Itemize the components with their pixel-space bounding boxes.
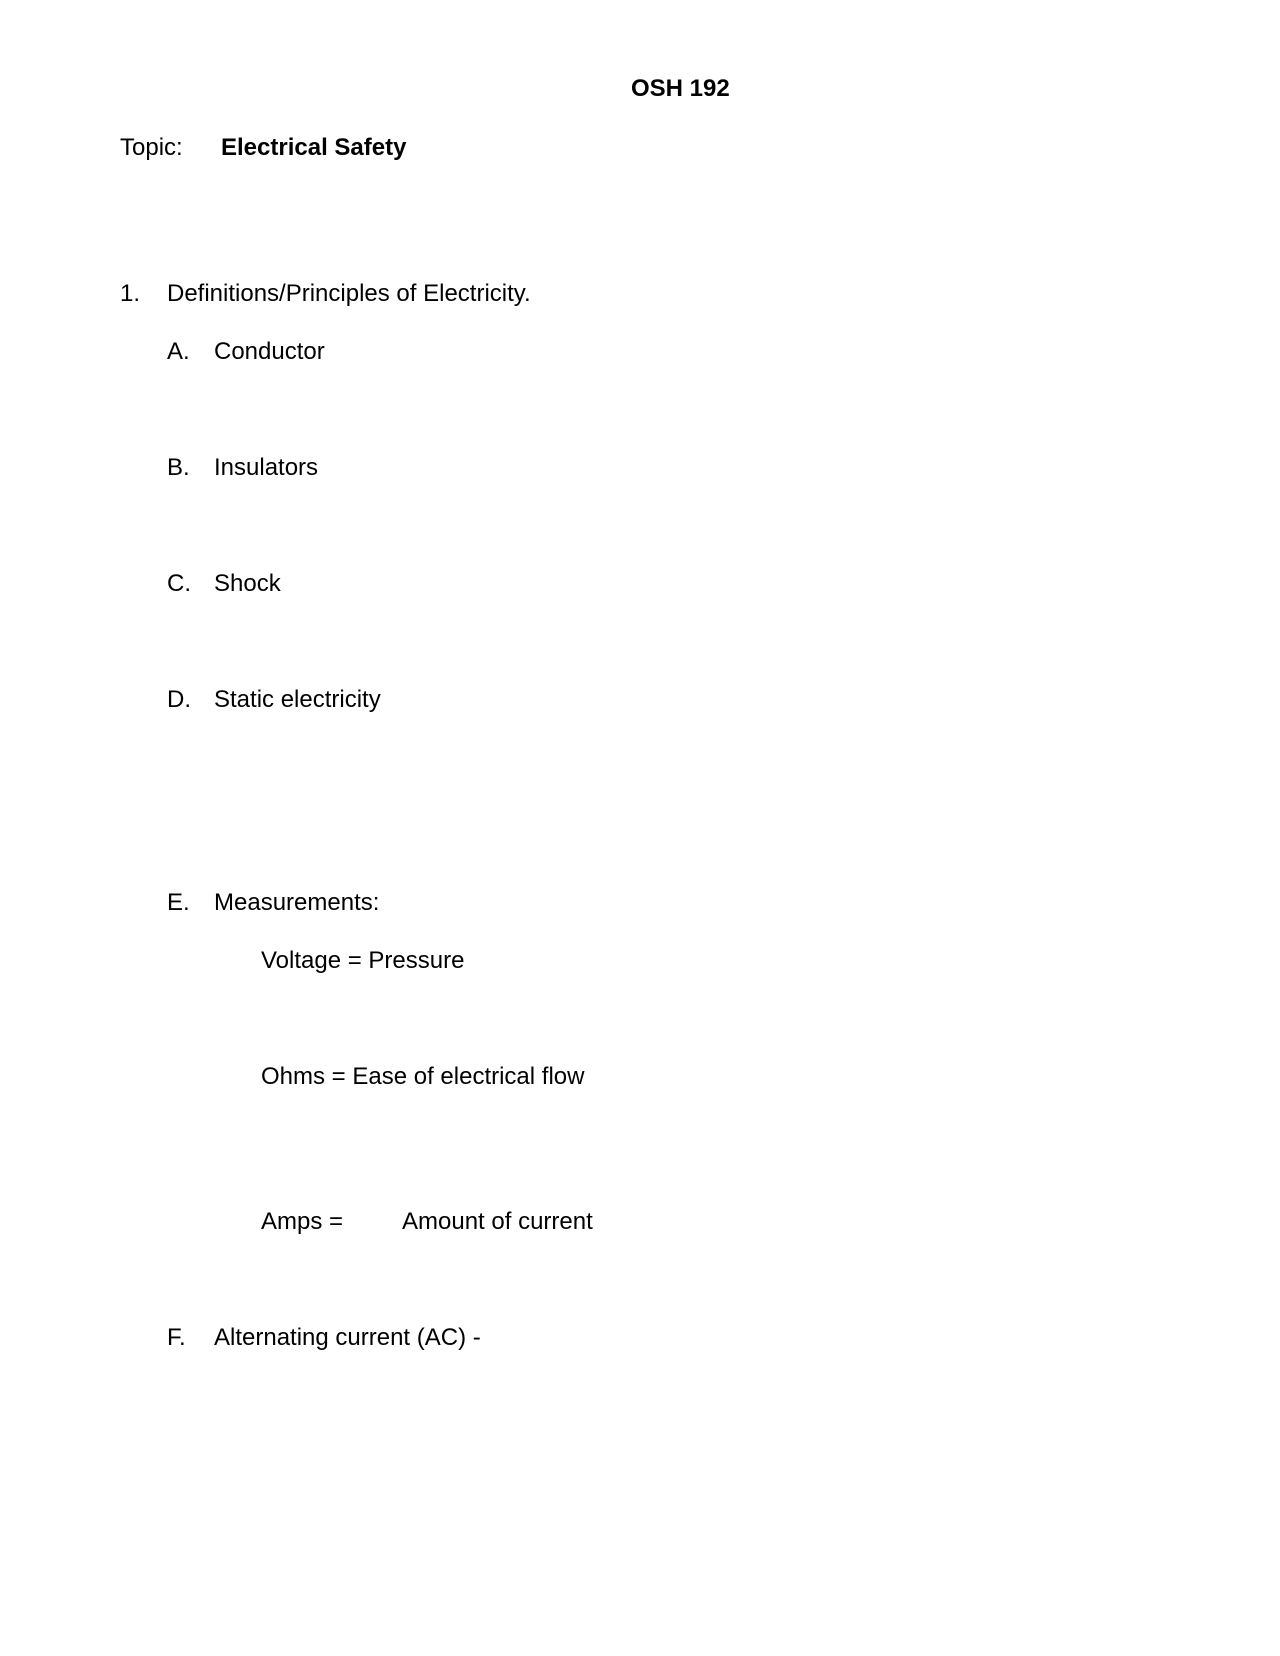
section-title: Definitions/Principles of Electricity. [167,280,531,307]
item-text-alternating-current: Alternating current (AC) - [214,1324,481,1351]
item-text-conductor: Conductor [214,338,325,365]
measurement-ohms: Ohms = Ease of electrical flow [261,1063,585,1090]
item-letter-a: A. [167,338,190,365]
item-text-measurements: Measurements: [214,889,380,916]
item-letter-e: E. [167,889,190,916]
measurement-amps-label: Amps = [261,1208,344,1235]
item-letter-c: C. [167,570,191,597]
item-text-shock: Shock [214,570,281,597]
measurement-amps-value: Amount of current [402,1208,593,1235]
topic-value: Electrical Safety [221,134,407,161]
topic-label: Topic: [120,134,183,161]
course-code-heading: OSH 192 [631,75,730,102]
section-number: 1. [120,280,141,307]
item-letter-b: B. [167,454,190,481]
item-text-static-electricity: Static electricity [214,686,381,713]
item-text-insulators: Insulators [214,454,319,481]
measurement-voltage: Voltage = Pressure [261,947,465,974]
item-letter-f: F. [167,1324,186,1351]
item-letter-d: D. [167,686,191,713]
